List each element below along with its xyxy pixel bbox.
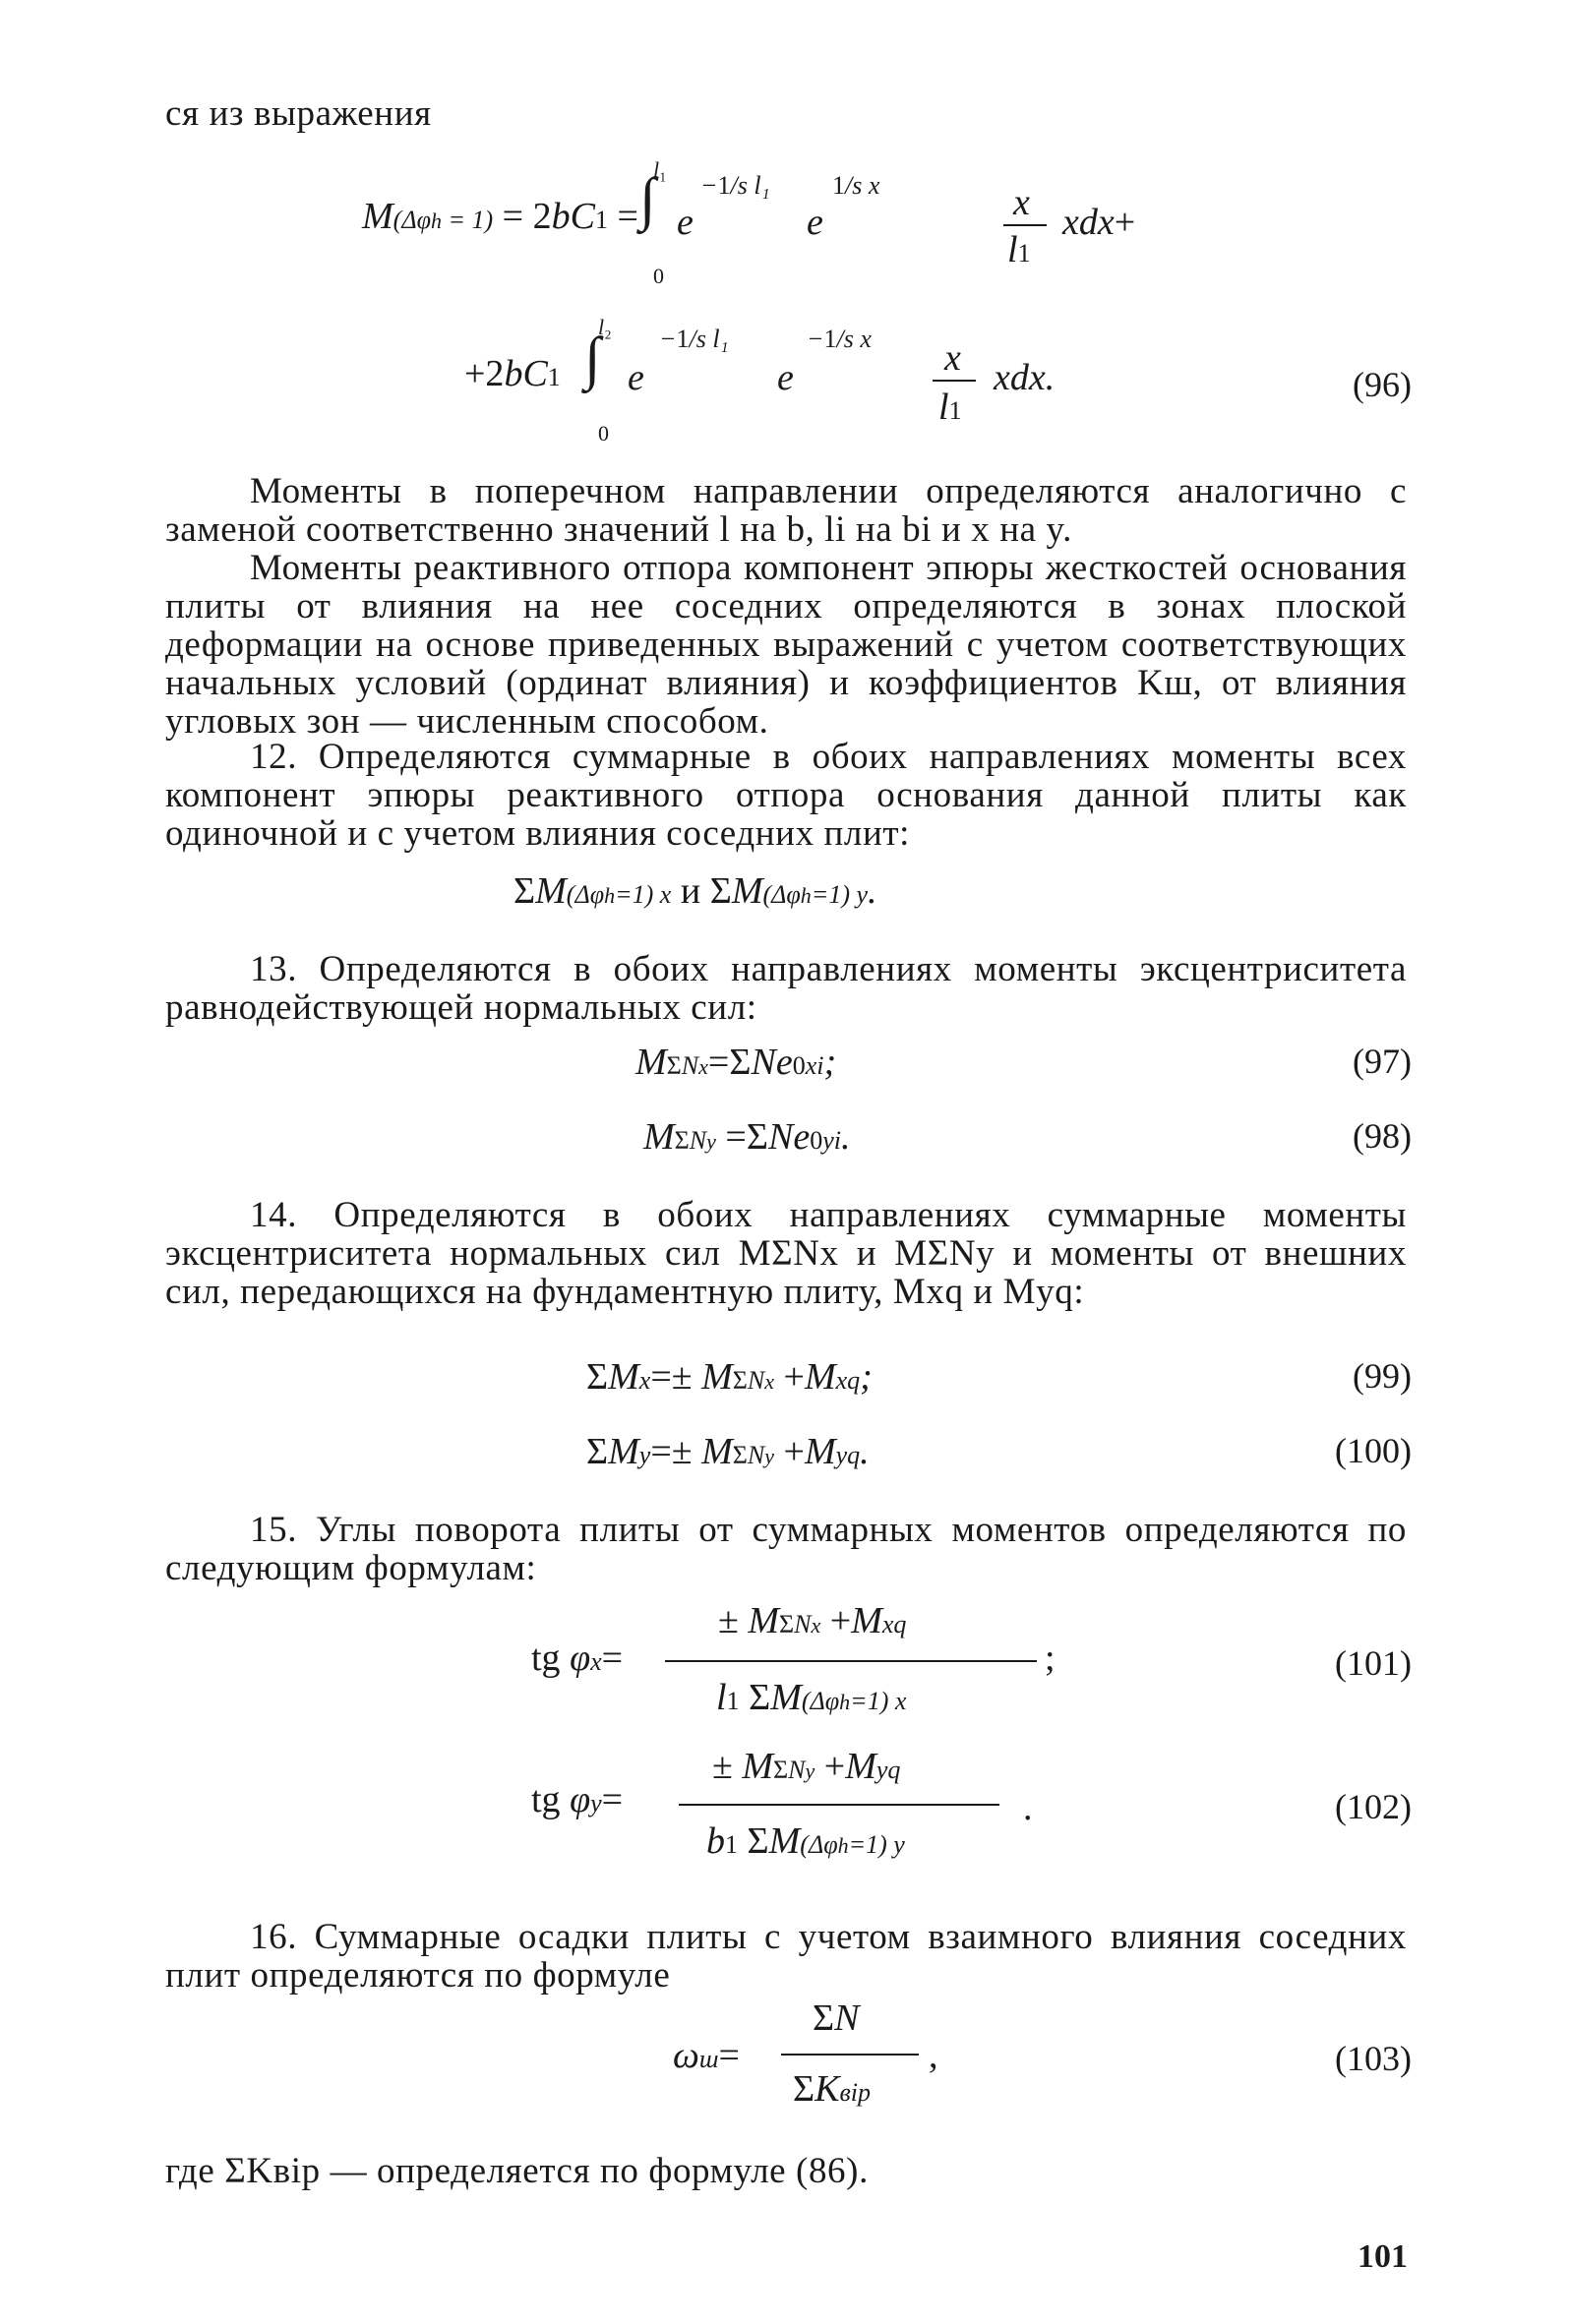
- paragraph-8: где ΣKвip — определяется по формуле (86).: [165, 2151, 869, 2191]
- paragraph-3: 12. Определяются суммарные в обоих направлениях моменты всех компонент эпюры реактивного отпора основания данной плиты как одиночной и с учетом влияния соседних плит:: [165, 737, 1407, 854]
- page-number: 101: [1358, 2238, 1408, 2275]
- paragraph-5: 14. Определяются в обоих направлениях суммарные моменты эксцентриситета нормальных сил MΣNx и MΣNy и моменты от внешних сил, передающихся на фундаментную плиту, Mxq и Myq:: [165, 1195, 1407, 1312]
- paragraph-6: 15. Углы поворота плиты от суммарных моментов определяются по следующим формулам:: [165, 1510, 1407, 1588]
- paragraph-4: 13. Определяются в обоих направлениях моменты эксцентриситета равнодействующей нормальных сил:: [165, 949, 1407, 1028]
- paragraph-2: Моменты реактивного отпора компонент эпюры жесткостей основания плиты от влияния на нее соседних определяются в зонах плоской деформации на основе приведенных выражений с учетом соответствующих начальных условий (ординат влияния) и коэффициентов Kш, от влияния угловых зон — численным способом.: [165, 548, 1407, 742]
- document-page: ся из выражения M(Δφh = 1) = 2bC1 = ∫ l₁ 0 e −1/s l₁ e 1/s x x l1 xdx+ +2bC1 ∫ l₂ 0 e −1/s l₁ e −1/s x x l1 xdx. (96) Моменты в поперечном направлении определяются аналогично с заменой соответственно значений l на b, li на bi и x на y. Моменты реактивного отпора компонент эпюры жесткостей основания плиты от влияния на нее соседних определяются в зонах плоской деформации на основе приведенных выражений с учетом соответствующих начальных условий (ординат влияния) и коэффициентов Kш, от влияния угловых зон — численным способом. 12. Определяются суммарные в обоих направлениях моменты всех компонент эпюры реактивного отпора основания данной плиты как одиночной и с учетом влияния соседних плит: ΣM(Δφh=1) x и ΣM(Δφh=1) y. 13. Определяются в обоих направлениях моменты эксцентриситета равнодействующей нормальных сил: MΣNx=ΣNe0xi; (97) MΣNy =ΣNe0yi. (98) 14. Определяются в обоих направлениях суммарные моменты эксцентриситета нормальных сил MΣNx и MΣNy и моменты от внешних сил, передающихся на фундаментную плиту, Mxq и Myq: ΣMx=± MΣNx +Mxq; (99) ΣMy=± MΣNy +Myq. (100) 15. Углы поворота плиты от суммарных моментов определяются по следующим формулам: tg φx= ± MΣNx +Mxq l1 ΣM(Δφh=1) x ; (101) tg φy= ± MΣNy +Myq b1 ΣM(Δφh=1) y . (102) 16. Суммарные осадки плиты с учетом взаимного влияния соседних плит определяются по формуле ωш= ΣN ΣKвip , (103) где ΣKвip — определяется по формуле (86). 101: [165, 93, 1412, 2275]
- paragraph-7: 16. Суммарные осадки плиты с учетом взаимного влияния соседних плит определяются по формуле: [165, 1917, 1407, 1996]
- equation-sum-moments: ΣM(Δφh=1) x и ΣM(Δφh=1) y.: [513, 870, 877, 912]
- continuation-text: ся из выражения: [165, 93, 432, 134]
- paragraph-1: Моменты в поперечном направлении определяются аналогично с заменой соответственно значений l на b, li на bi и x на y.: [165, 471, 1407, 550]
